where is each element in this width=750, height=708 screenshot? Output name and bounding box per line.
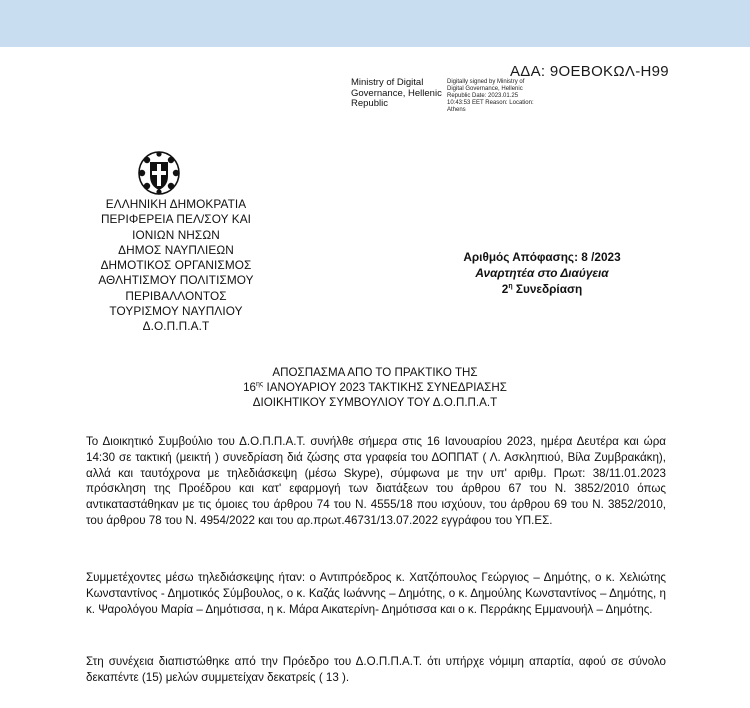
- issuer-line: ΕΛΛΗΝΙΚΗ ΔΗΜΟΚΡΑΤΙΑ: [105, 197, 247, 211]
- issuer-line: ΔΗΜΟΣ ΝΑΥΠΛΙΕΩΝ: [118, 242, 234, 257]
- digital-signer: Ministry of Digital Governance, Hellenic Republic: [351, 77, 442, 109]
- issuer-header: [86, 197, 266, 335]
- paragraph-participants: Συμμετέχοντες μέσω τηλεδιάσκεψης ήταν: ο Αντιπρόεδρος κ. Χατζόπουλος Γεώργιος – Δημότης, ο κ. Χελιώτης Κωνσταντίνος - Δημοτικός Σύμβουλος, ο κ. Καζάς Ιωάννης – Δημότης, ο κ. Δημούλης Κωνσταντίνος – Δημότης, η κ. Ψαρολόγου Μαρία – Δημότισσα, η κ. Μάρα Αικατερίνη- Δημότισσα και ο κ. Περράκης Εμμανουήλ – Δημότης.: [86, 571, 666, 616]
- title-line-1: ΑΠΟΣΠΑΣΜΑ ΑΠΟ ΤΟ ΠΡΑΚΤΙΚΟ ΤΗΣ: [272, 366, 478, 379]
- issuer-line: Δ.Ο.Π.Π.Α.Τ: [142, 319, 210, 334]
- issuer-line: ΠΕΡΙΦΕΡΕΙΑ ΠΕΛ/ΣΟΥ ΚΑΙ: [100, 212, 252, 227]
- title-day: 16: [243, 381, 257, 395]
- decision-number: Αριθμός Απόφασης: 8 /2023: [463, 250, 621, 264]
- issuer-line: ΤΟΥΡΙΣΜΟΥ ΝΑΥΠΛΙΟΥ: [109, 304, 243, 319]
- title-line-3: ΔΙΟΙΚΗΤΙΚΟΥ ΣΥΜΒΟΥΛΙΟΥ ΤΟΥ Δ.Ο.Π.Π.Α.Τ: [252, 396, 498, 410]
- issuer-line: ΑΘΛΗΤΙΣΜΟΥ ΠΟΛΙΤΙΣΜΟΥ: [98, 273, 254, 288]
- hellenic-republic-emblem-icon: [137, 148, 181, 196]
- viewer-top-bar: [0, 0, 750, 47]
- title-line-2: [210, 380, 540, 395]
- title-date-rest: ΙΑΝΟΥΑΡΙΟΥ 2023 ΤΑΚΤΙΚΗΣ ΣΥΝΕΔΡΙΑΣΗΣ: [263, 381, 507, 395]
- ada-code: ΑΔΑ: 9ΟΕΒΟΚΩΛ-Η99: [510, 63, 669, 80]
- paragraph-quorum: Στη συνέχεια διαπιστώθηκε από την Πρόεδρο του Δ.Ο.Π.Π.Α.Τ. ότι υπήρχε νόμιμη απαρτία, αφού σε σύνολο δεκαπέντε (15) μελών συμμετείχαν δεκατρείς ( 13 ).: [86, 655, 666, 684]
- session-number: 2: [501, 282, 509, 296]
- session-text: Συνεδρίαση: [515, 282, 583, 296]
- issuer-line: ΔΗΜΟΤΙΚΟΣ ΟΡΓΑΝΙΣΜΟΣ: [100, 258, 252, 273]
- session-label: [452, 281, 632, 297]
- decision-header: [452, 249, 632, 297]
- document-title: [210, 365, 540, 411]
- issuer-line: ΠΕΡΙΒΑΛΛΟΝΤΟΣ: [125, 288, 227, 303]
- posting-note: Αναρτητέα στο Διαύγεια: [475, 266, 609, 280]
- digital-signature-details: Digitally signed by Ministry of Digital Governance, Hellenic Republic Date: 2023.01.25 10:43:53 EET Reason: Location: Athens: [447, 79, 534, 113]
- session-ordinal-suffix: η: [508, 283, 513, 291]
- paragraph-meeting: Το Διοικητικό Συμβούλιο του Δ.Ο.Π.Π.Α.Τ. συνήλθε σήμερα στις 16 Ιανουαρίου 2023, ημέρα Δευτέρα και ώρα 14:30 σε τακτική (μεικτή ) συνεδρίαση διά ζώσης στα γραφεία του ΔΟΠΠΑΤ ( Λ. Ασκληπιού, Βίλα Ζυμβρακάκη), αλλά και ταυτόχρονα με τηλεδιάσκεψη (μέσω Skype), σύμφωνα με την υπ' αριθμ. Πρωτ: 38/11.01.2023 πρόσκληση της Προέδρου και κατ' εφαρμογή των διατάξεων του άρθρου 67 του Ν. 3852/2010 όπως αντικαταστάθηκαν με τις όμοιες του άρθρου 74 του Ν. 4555/18 που ισχύουν, του άρθρου 69 του Ν. 3852/2010, του άρθρου 78 του Ν. 4954/2022 και του αρ.πρωτ.46731/13.07.2022 εγγράφου του ΥΠ.ΕΣ.: [86, 435, 666, 527]
- title-day-suffix: ης: [256, 381, 264, 389]
- issuer-line: ΙΟΝΙΩΝ ΝΗΣΩΝ: [132, 227, 220, 242]
